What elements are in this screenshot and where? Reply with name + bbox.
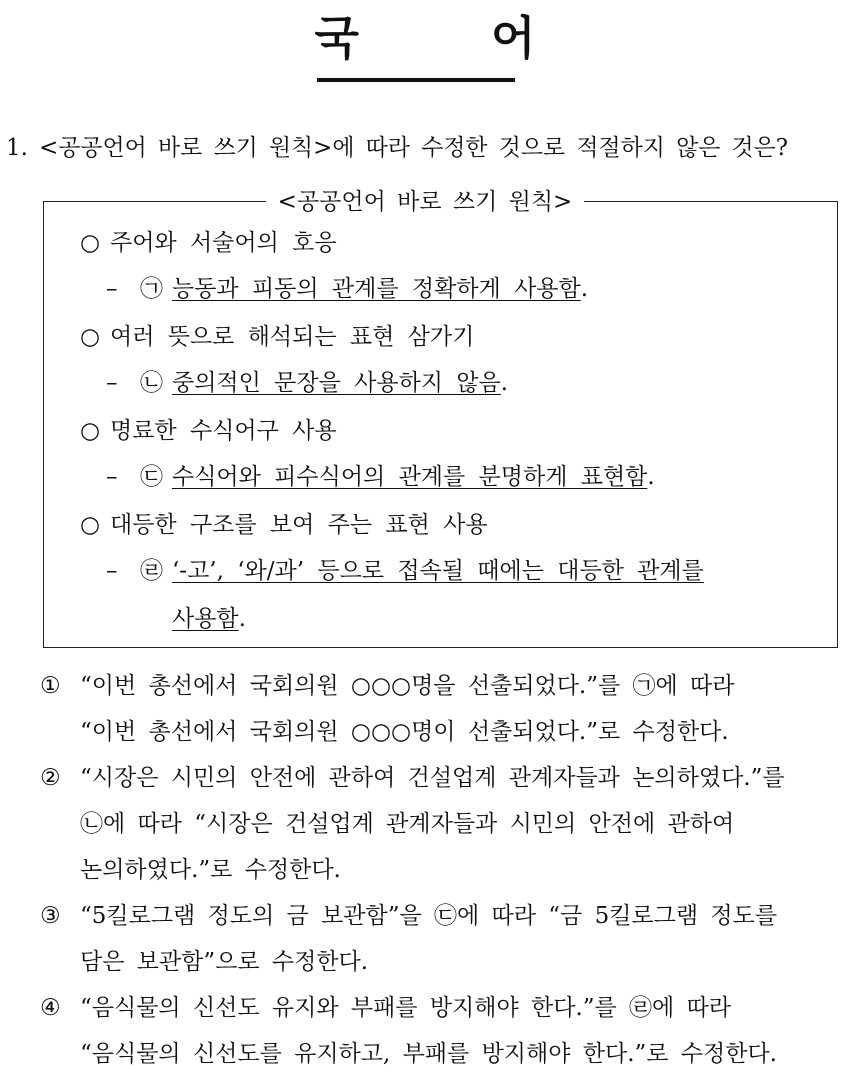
principle-detail-text: 수식어와 피수식어의 관계를 분명하게 표현함 [172, 464, 648, 490]
choice-number: ④ [40, 995, 61, 1021]
choice-line: 논의하였다.”로 수정한다. [80, 857, 341, 883]
choice-number: ③ [40, 903, 61, 929]
choice-2[interactable] [40, 755, 840, 801]
choice-line: “이번 총선에서 국회의원 ○○○명을 선출되었다.”를 ㉠에 따라 [80, 673, 735, 699]
principle-3-detail [106, 458, 655, 496]
choice-line: “음식물의 신선도 유지와 부패를 방지해야 한다.”를 ㉣에 따라 [80, 995, 732, 1021]
principle-1 [80, 224, 337, 262]
circled-marker: ㉠ [140, 276, 163, 302]
principle-4-detail [106, 552, 704, 590]
period: . [238, 606, 246, 632]
choice-3[interactable] [40, 893, 840, 939]
choice-line: 담은 보관함”으로 수정한다. [80, 949, 369, 975]
choice-4[interactable] [40, 985, 840, 1031]
principle-4-detail-continued [172, 600, 246, 638]
principle-detail-text: ‘-고’, ‘와/과’ 등으로 접속될 때에는 대등한 관계를 [172, 558, 704, 584]
circled-marker: ㉢ [140, 464, 163, 490]
choice-2-line-2 [80, 801, 734, 847]
principle-2 [80, 318, 474, 356]
principle-detail-text: 능동과 피동의 관계를 정확하게 사용함 [172, 276, 581, 302]
period: . [500, 370, 509, 396]
page-title: 국 어 [314, 11, 594, 65]
choice-1[interactable] [40, 663, 840, 709]
principle-heading: 여러 뜻으로 해석되는 표현 삼가기 [110, 324, 475, 350]
principle-heading: 주어와 서술어의 호응 [110, 230, 337, 256]
bullet-circle-icon: ○ [80, 512, 101, 538]
choice-4-line-2 [80, 1031, 777, 1077]
period: . [580, 276, 589, 302]
title-underline [317, 78, 515, 82]
principle-2-detail [106, 364, 508, 402]
choice-3-line-2 [80, 939, 368, 985]
choice-line: “시장은 시민의 안전에 관하여 건설업계 관계자들과 논의하였다.”를 [80, 765, 785, 791]
question-1 [6, 128, 842, 168]
principle-1-detail [106, 270, 588, 308]
bullet-circle-icon: ○ [80, 230, 101, 256]
principle-3 [80, 412, 337, 450]
principle-detail-text: 중의적인 문장을 사용하지 않음 [172, 370, 501, 396]
bullet-circle-icon: ○ [80, 418, 101, 444]
principle-4 [80, 506, 488, 544]
choice-line: “이번 총선에서 국회의원 ○○○명이 선출되었다.”로 수정한다. [80, 719, 729, 745]
choice-1-line-2 [80, 709, 729, 755]
principle-heading: 대등한 구조를 보여 주는 표현 사용 [110, 512, 488, 538]
dash-marker: – [106, 370, 118, 396]
choice-2-line-3 [80, 847, 341, 893]
circled-marker: ㉡ [140, 370, 163, 396]
dash-marker: – [106, 464, 118, 490]
choice-line: “5킬로그램 정도의 금 보관함”을 ㉢에 따라 “금 5킬로그램 정도를 [80, 903, 778, 929]
principle-detail-text-cont: 사용함 [172, 606, 239, 632]
choice-number: ① [40, 673, 61, 699]
dash-marker: – [106, 276, 118, 302]
choice-line: ㉡에 따라 “시장은 건설업계 관계자들과 시민의 안전에 관하여 [80, 811, 735, 837]
principles-box-title: <공공언어 바로 쓰기 원칙> [266, 189, 585, 215]
principles-box-title-wrap [0, 184, 850, 220]
principle-heading: 명료한 수식어구 사용 [110, 418, 337, 444]
choice-line: “음식물의 신선도를 유지하고, 부패를 방지해야 한다.”로 수정한다. [80, 1041, 777, 1067]
period: . [647, 464, 655, 490]
choice-number: ② [40, 765, 61, 791]
dash-marker: – [106, 558, 118, 584]
question-number: 1. [6, 135, 28, 161]
circled-marker: ㉣ [140, 558, 163, 584]
question-text: <공공언어 바로 쓰기 원칙>에 따라 수정한 것으로 적절하지 않은 것은? [39, 135, 789, 161]
bullet-circle-icon: ○ [80, 324, 101, 350]
